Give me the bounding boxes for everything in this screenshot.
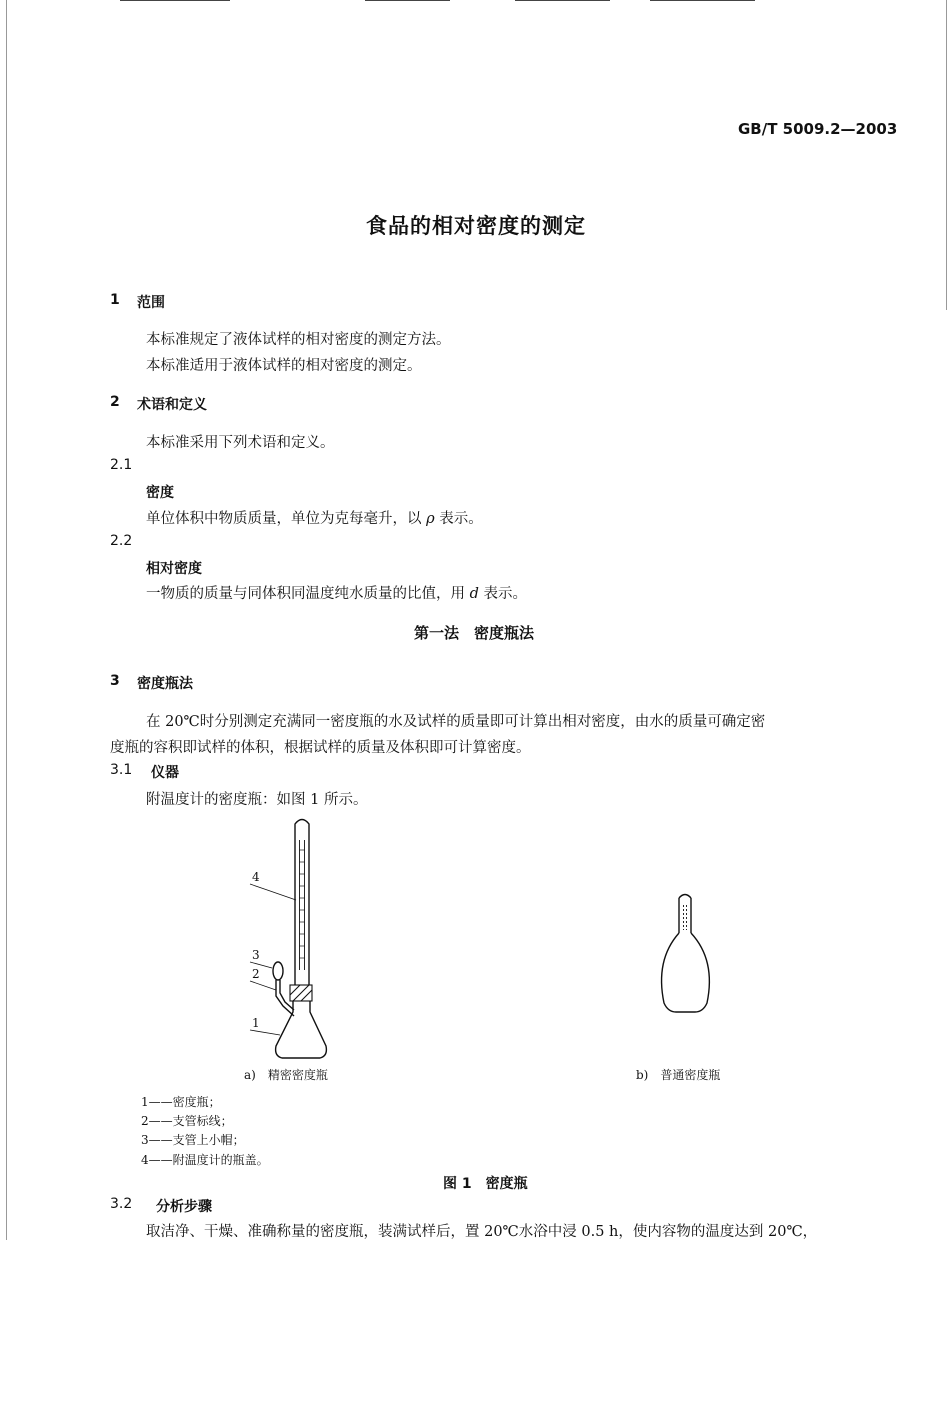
callout-1: 1 (252, 1016, 260, 1030)
method-title: 第一法 密度瓶法 (414, 624, 535, 642)
section-3-2-para: 取洁净、干燥、准确称量的密度瓶，装满试样后，置 20℃水浴中浸 0.5 h，使内容物的温度达到 20℃， (146, 1224, 818, 1240)
section-2-para-1: 本标准采用下列术语和定义。 (146, 435, 335, 451)
section-1-number: 1 (110, 292, 120, 308)
figure-legend-3: 3——支管上小帽； (141, 1133, 245, 1147)
figure-caption: 图 1 密度瓶 (443, 1176, 528, 1192)
figure-legend-1: 1——密度瓶； (141, 1095, 221, 1109)
section-3-number: 3 (110, 673, 120, 689)
stopper-icon (290, 985, 312, 1001)
section-2-1-number: 2.1 (110, 457, 133, 473)
section-3-para-line-1: 在 20℃时分别测定充满同一密度瓶的水及试样的质量即可计算出相对密度，由水的质量可确定密 (146, 714, 766, 730)
section-3-heading: 密度瓶法 (137, 676, 193, 692)
standard-number: GB/T 5009.2—2003 (738, 120, 898, 138)
section-1-heading: 范围 (137, 295, 165, 311)
section-2-number: 2 (110, 394, 120, 410)
ordinary-pycnometer-icon (662, 895, 710, 1013)
thermometer-icon (295, 820, 309, 986)
d-symbol: d (469, 586, 479, 602)
callout-3: 3 (252, 948, 260, 962)
section-3-2-number: 3.2 (110, 1196, 133, 1212)
section-3-2-heading: 分析步骤 (156, 1199, 212, 1215)
definition-text-a: 单位体积中物质质量，单位为克每毫升，以 (146, 511, 427, 527)
figure-subcaption-a: a) 精密密度瓶 (244, 1068, 328, 1082)
section-3-1-para: 附温度计的密度瓶：如图 1 所示。 (146, 792, 368, 808)
section-2-heading: 术语和定义 (137, 397, 207, 413)
definition-text-b: 表示。 (478, 586, 528, 602)
callout-4: 4 (252, 870, 260, 884)
figure-legend-4: 4——附温度计的瓶盖。 (141, 1153, 269, 1167)
section-3-para-line-2: 度瓶的容积即试样的体积，根据试样的质量及体积即可计算密度。 (110, 740, 531, 756)
section-1-para-1: 本标准规定了液体试样的相对密度的测定方法。 (146, 332, 451, 348)
section-3-1-number: 3.1 (110, 762, 133, 778)
definition-text-b: 表示。 (434, 511, 483, 527)
section-2-1-term: 密度 (146, 485, 174, 501)
section-3-1-heading: 仪器 (151, 765, 179, 781)
page-title: 食品的相对密度的测定 (366, 214, 586, 238)
section-1-para-2: 本标准适用于液体试样的相对密度的测定。 (146, 358, 422, 374)
rho-symbol: ρ (426, 511, 435, 527)
callout-2: 2 (252, 967, 260, 981)
section-2-2-number: 2.2 (110, 533, 133, 549)
flask-icon (273, 962, 326, 1058)
figure-legend-2: 2——支管标线； (141, 1114, 233, 1128)
section-2-2-term: 相对密度 (146, 561, 202, 577)
definition-text-a: 一物质的质量与同体积同温度纯水质量的比值，用 (146, 586, 470, 602)
figure-subcaption-b: b) 普通密度瓶 (636, 1068, 721, 1082)
